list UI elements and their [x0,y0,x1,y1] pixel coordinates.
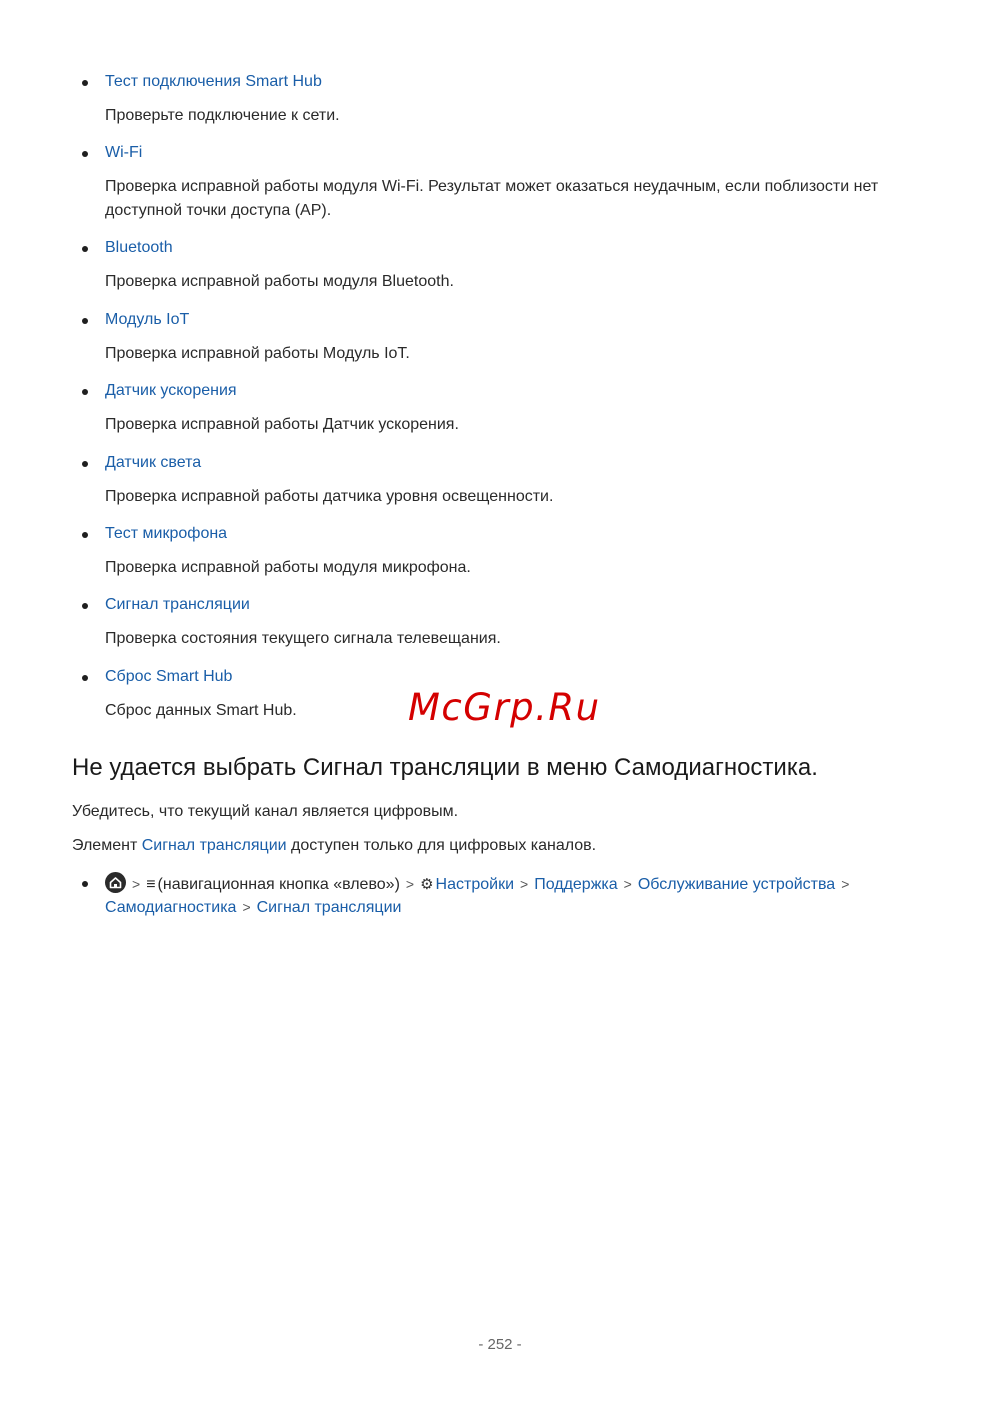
item-title: Датчик ускорения [105,382,237,399]
paragraph: Убедитесь, что текущий канал является цифровым. [72,803,459,820]
bullet-icon [82,389,88,395]
chevron-right-icon: > [623,876,632,892]
path-support: Поддержка [534,876,618,893]
chevron-right-icon: > [841,876,850,892]
bullet-icon [82,603,88,609]
path-broadcast-signal: Сигнал трансляции [256,899,402,916]
item-description: Сброс данных Smart Hub. [105,702,297,719]
bullet-icon [82,151,88,157]
section-heading: Не удается выбрать Сигнал трансляции в меню Самодиагностика. [72,754,818,781]
item-title: Тест подключения Smart Hub [105,73,322,90]
item-title: Bluetooth [105,239,173,256]
item-description: Проверка исправной работы модуля Wi-Fi. Результат может оказаться неудачным, если поблизости нет доступной точки доступа (AP). [105,178,879,219]
page-number: - 252 - [478,1336,522,1353]
chevron-right-icon: > [520,876,529,892]
chevron-right-icon: > [132,876,141,892]
chevron-right-icon: > [242,899,251,915]
item-description: Проверка исправной работы Датчик ускорения. [105,416,459,433]
item-description: Проверка исправной работы датчика уровня освещенности. [105,488,554,505]
paragraph-text: доступен только для цифровых каналов. [286,837,597,854]
item-description: Проверьте подключение к сети. [105,107,340,124]
bullet-icon [82,532,88,538]
item-description: Проверка исправной работы модуля микрофона. [105,559,471,576]
path-self-diagnosis: Самодиагностика [105,899,237,916]
menu-text: (навигационная кнопка «влево») [157,876,400,893]
inline-link: Сигнал трансляции [141,837,287,854]
bullet-icon [82,246,88,252]
paragraph [72,835,596,857]
item-description: Проверка исправной работы Модуль IoT. [105,345,410,362]
path-settings: Настройки [435,876,514,893]
paragraph-text: Элемент [72,837,142,854]
item-title: Модуль IoT [105,311,190,328]
bullet-icon [82,318,88,324]
menu-path [105,872,855,896]
item-title: Датчик света [105,454,202,471]
item-description: Проверка состояния текущего сигнала телевещания. [105,630,501,647]
bullet-icon [82,461,88,467]
item-title: Сигнал трансляции [105,596,250,613]
item-title: Тест микрофона [105,525,228,542]
bullet-icon [82,881,88,887]
menu-path-continued [105,896,401,919]
item-title: Сброс Smart Hub [105,668,233,685]
home-icon [105,872,126,893]
item-description: Проверка исправной работы модуля Bluetooth. [105,273,454,290]
chevron-right-icon: > [405,876,415,892]
menu-icon: ≡ [146,876,156,893]
bullet-icon [82,80,88,86]
path-device-care: Обслуживание устройства [637,876,836,893]
gear-icon: ⚙ [420,876,434,893]
watermark: McGrp.Ru [408,686,601,729]
bullet-icon [82,675,88,681]
item-title: Wi-Fi [105,144,143,161]
